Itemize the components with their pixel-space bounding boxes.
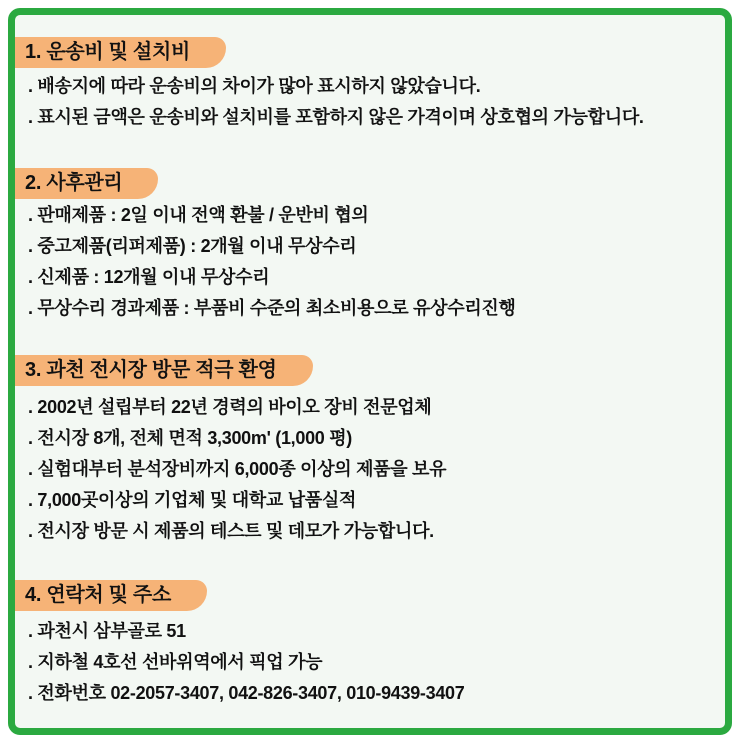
list-item: . 전시장 방문 시 제품의 테스트 및 데모가 가능합니다.: [28, 521, 434, 541]
list-item: . 전화번호 02-2057-3407, 042-826-3407, 010-9439-3407: [28, 683, 465, 703]
section-shipping-install: [15, 37, 725, 133]
list-item: . 2002년 설립부터 22년 경력의 바이오 장비 전문업체: [28, 397, 432, 417]
list-item: . 무상수리 경과제품 : 부품비 수준의 최소비용으로 유상수리진행: [28, 298, 516, 318]
section-after-service: [15, 168, 725, 324]
notice-panel: [8, 8, 732, 735]
list-item: . 실험대부터 분석장비까지 6,000종 이상의 제품을 보유: [28, 459, 447, 479]
section-item-list: [28, 616, 725, 709]
list-item: . 전시장 8개, 전체 면적 3,300m' (1,000 평): [28, 428, 352, 448]
list-item: . 표시된 금액은 운송비와 설치비를 포함하지 않은 가격이며 상호협의 가능합니다.: [28, 107, 644, 127]
section-showroom-visit: [15, 355, 725, 547]
section-item-list: [28, 392, 725, 547]
section-title-badge: 2. 사후관리: [15, 168, 158, 199]
section-title-badge: 1. 운송비 및 설치비: [15, 37, 226, 68]
list-item: . 지하철 4호선 선바위역에서 픽업 가능: [28, 652, 323, 672]
section-item-list: [28, 71, 725, 133]
list-item: . 배송지에 따라 운송비의 차이가 많아 표시하지 않았습니다.: [28, 76, 481, 96]
list-item: . 7,000곳이상의 기업체 및 대학교 납품실적: [28, 490, 357, 510]
list-item: . 중고제품(리퍼제품) : 2개월 이내 무상수리: [28, 236, 357, 256]
section-title-badge: 3. 과천 전시장 방문 적극 환영: [15, 355, 313, 386]
section-item-list: [28, 200, 725, 324]
list-item: . 판매제품 : 2일 이내 전액 환불 / 운반비 협의: [28, 205, 369, 225]
section-title-badge: 4. 연락처 및 주소: [15, 580, 207, 611]
list-item: . 신제품 : 12개월 이내 무상수리: [28, 267, 270, 287]
list-item: . 과천시 삼부골로 51: [28, 621, 186, 641]
section-contact-address: [15, 580, 725, 709]
